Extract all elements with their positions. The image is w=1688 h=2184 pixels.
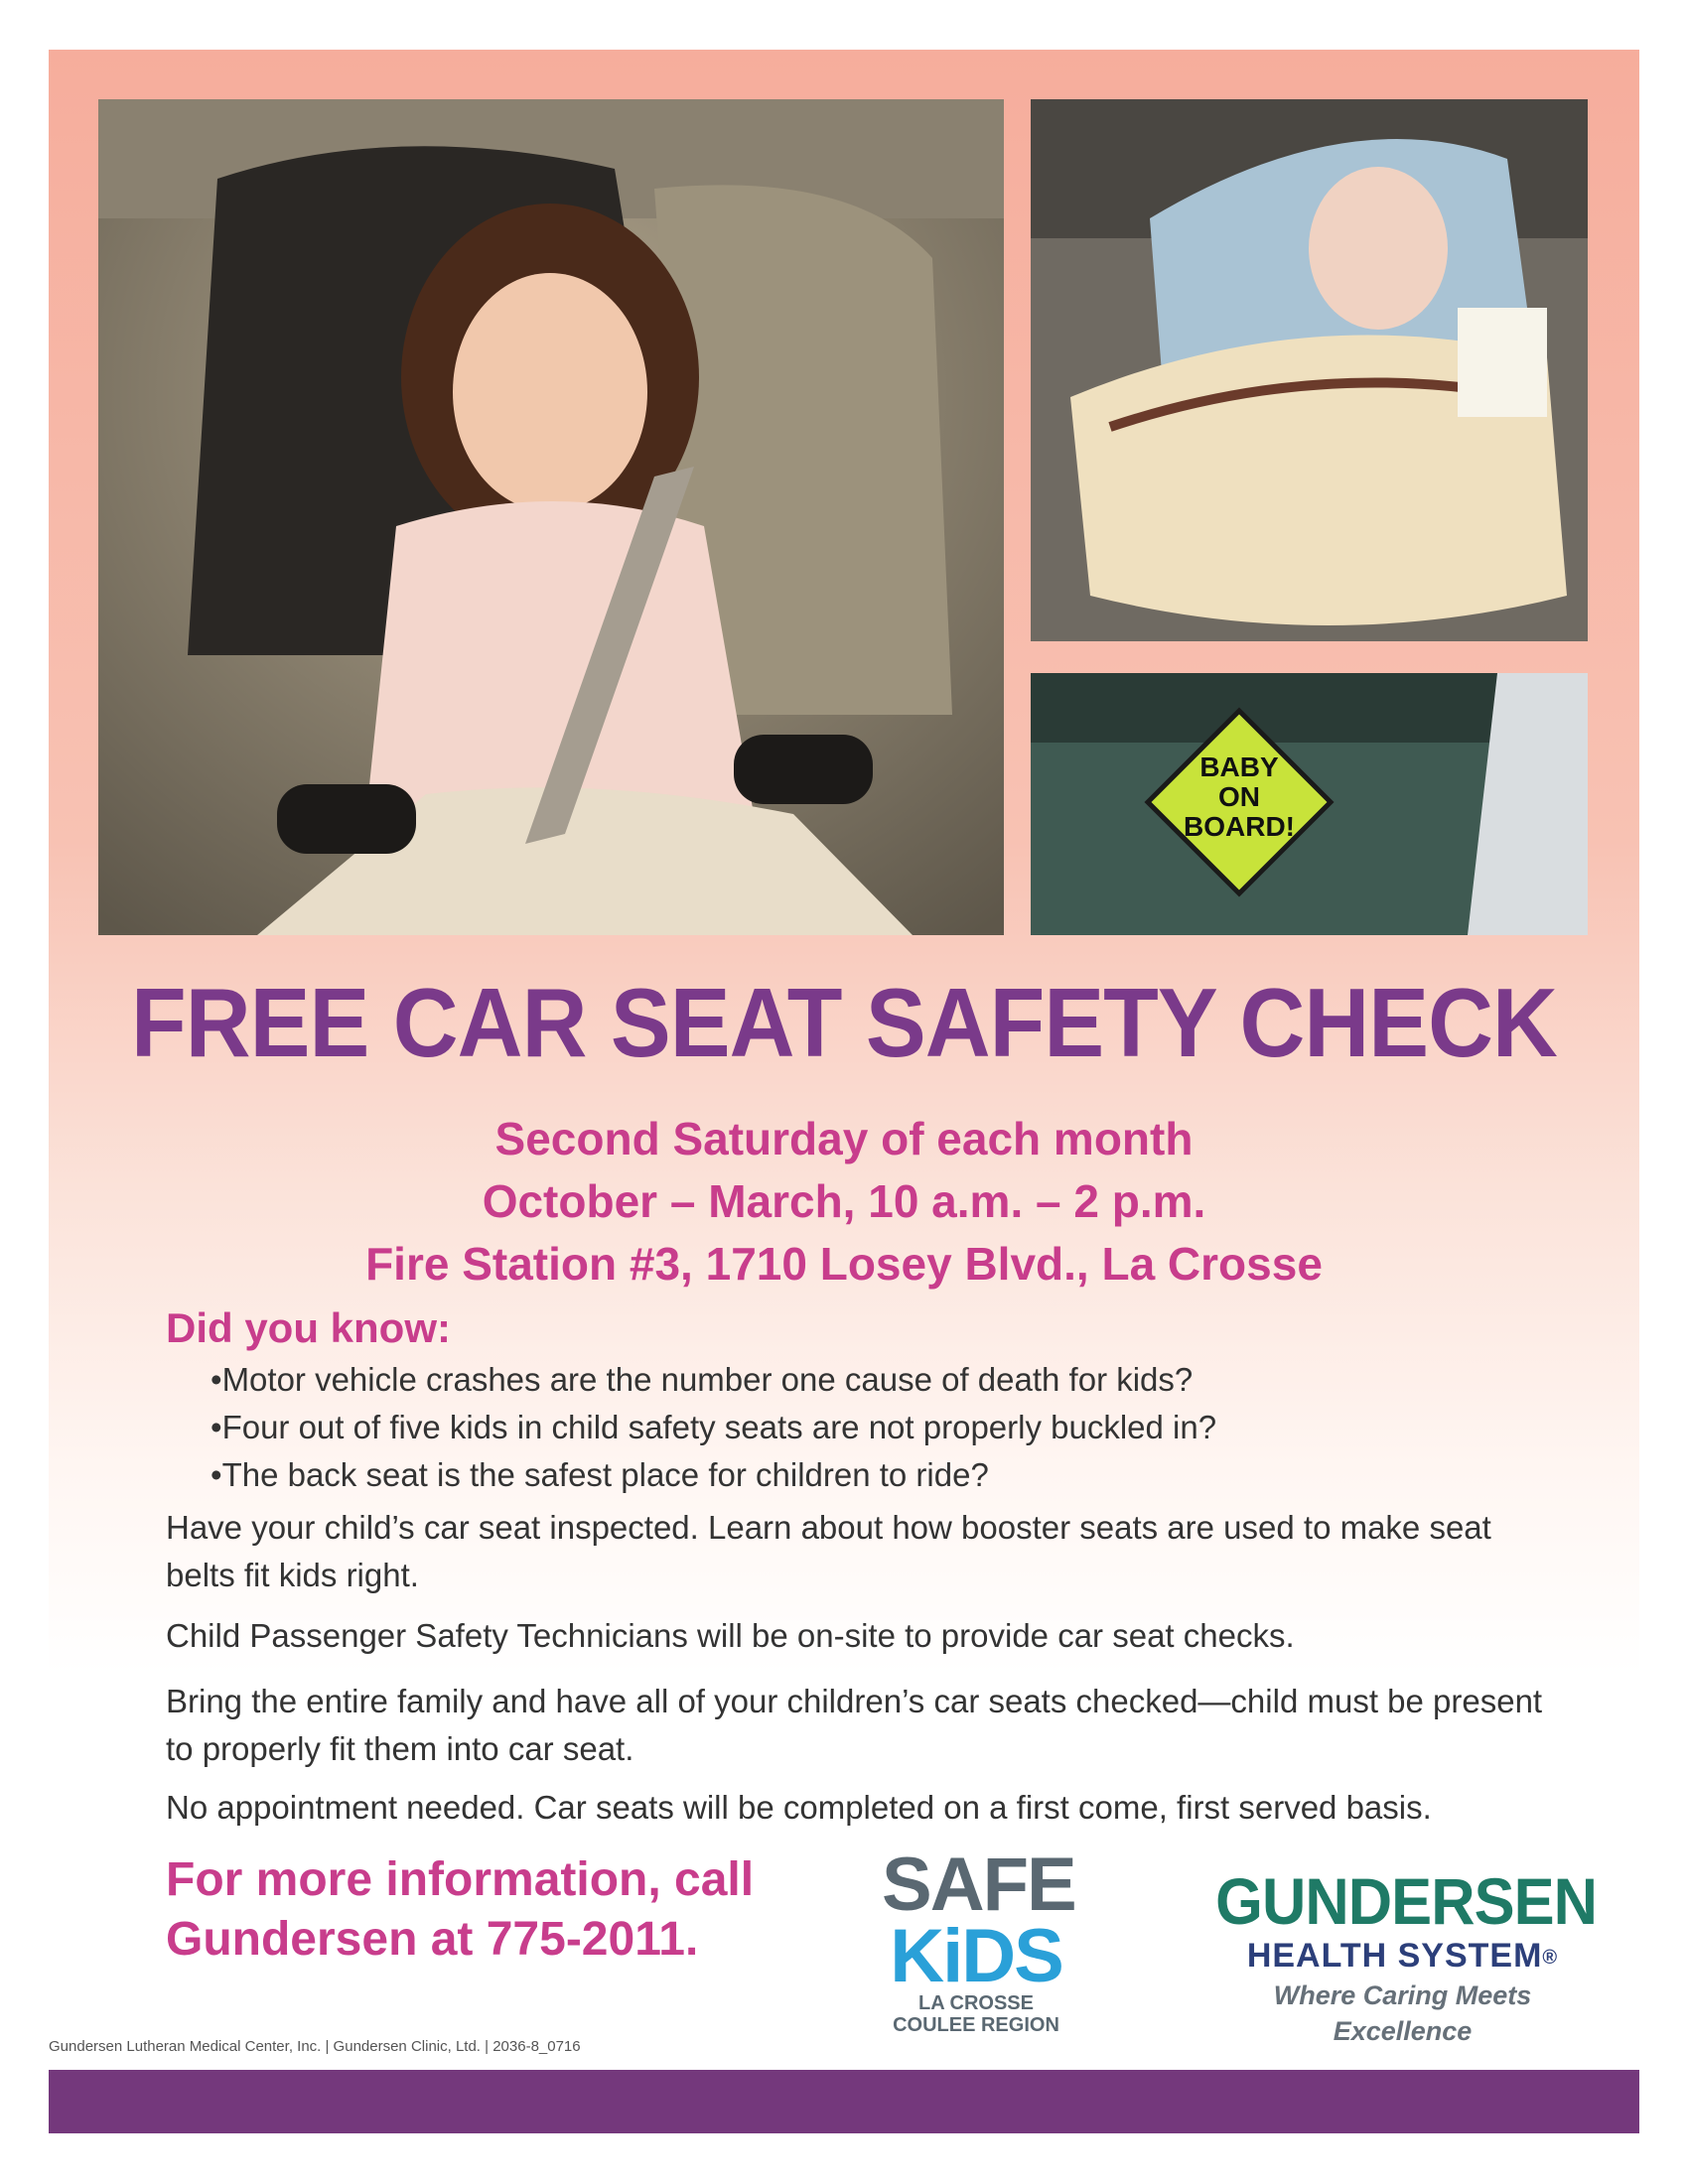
event-location: Fire Station #3, 1710 Losey Blvd., La Crosse [365, 1238, 1323, 1290]
gundersen-logo-system-text: HEALTH SYSTEM [1246, 1937, 1543, 1975]
bottom-color-bar [49, 2070, 1639, 2133]
fact-item: • Motor vehicle crashes are the number one cause of death for kids? [211, 1356, 1216, 1404]
contact-line1: For more information, call [166, 1853, 755, 1906]
contact-line2: Gundersen at 775-2011. [166, 1913, 699, 1966]
fact-item: • Four out of five kids in child safety seats are not properly buckled in? [211, 1404, 1216, 1451]
did-you-know-list [211, 1356, 1216, 1499]
photo-girl-in-booster-seat [98, 99, 1004, 935]
registered-mark: ® [1542, 1947, 1559, 1970]
photo-baby-on-board-sign [1031, 673, 1588, 935]
footer-legal-note: Gundersen Lutheran Medical Center, Inc. | Gundersen Clinic, Ltd. | 2036-8_0716 [49, 2038, 581, 2055]
paragraph-family: Bring the entire family and have all of your children’s car seats checked—child must be present to properly fit them into car seat. [166, 1683, 1543, 1767]
gundersen-logo [1201, 1866, 1604, 2049]
paragraph-no-appointment: No appointment needed. Car seats will be completed on a first come, first served basis. [166, 1789, 1432, 1826]
gundersen-tagline: Where Caring Meets Excellence [1273, 1980, 1532, 2047]
contact-info [166, 1850, 754, 1970]
safe-kids-logo-kids: KiDS [890, 1914, 1062, 1998]
safe-kids-logo [882, 1843, 1075, 2036]
gundersen-logo-name: GUNDERSEN [1215, 1864, 1598, 1938]
safe-kids-logo-city: LA CROSSE [918, 1992, 1034, 2014]
paragraph-inspection: Have your child’s car seat inspected. Learn about how booster seats are used to make seat belts fit kids right. [166, 1509, 1491, 1593]
event-hours: October – March, 10 a.m. – 2 p.m. [482, 1175, 1206, 1227]
fact-item: • The back seat is the safest place for children to ride? [211, 1451, 1216, 1499]
sign-text-line3: BOARD! [1184, 811, 1295, 842]
paragraph-technicians: Child Passenger Safety Technicians will be on-site to provide car seat checks. [166, 1617, 1295, 1654]
sign-text-line1: BABY [1199, 751, 1279, 782]
sign-text-line2: ON [1218, 781, 1260, 812]
headline: FREE CAR SEAT SAFETY CHECK [131, 968, 1557, 1077]
safe-kids-logo-safe: SAFE [882, 1843, 1075, 1927]
event-schedule: Second Saturday of each month [494, 1113, 1194, 1164]
gundersen-logo-system [1201, 1936, 1604, 1978]
safe-kids-logo-region: COULEE REGION [893, 2014, 1059, 2036]
did-you-know-heading: Did you know: [166, 1304, 451, 1351]
photo-baby-in-infant-carrier [1031, 99, 1588, 641]
